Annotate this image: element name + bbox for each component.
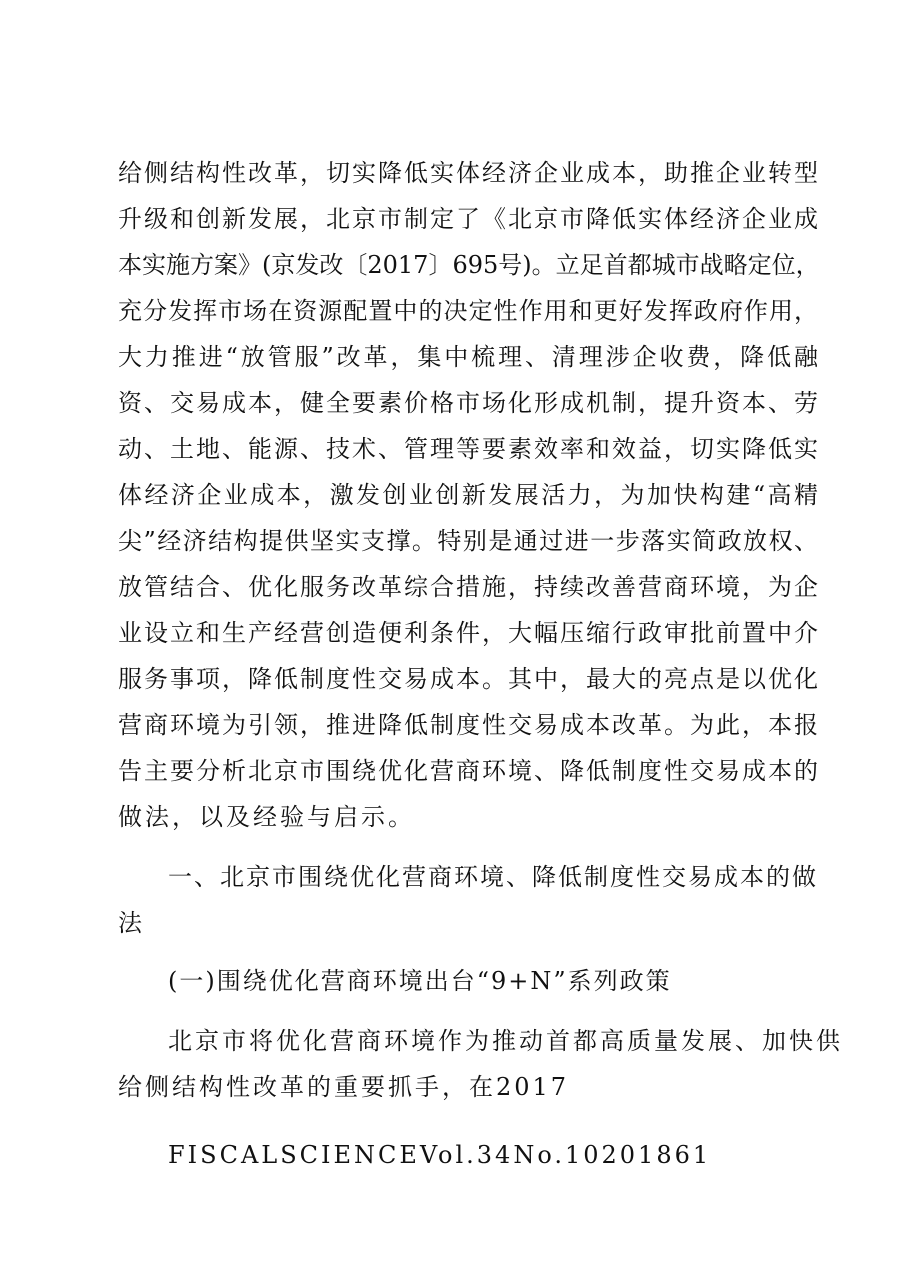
paragraph-line: 资、交易成本，健全要素价格市场化形成机制，提升资本、劳	[118, 389, 818, 417]
section-heading-2	[118, 958, 818, 1004]
paragraph-line: 大力推进“放管服”改革，集中梳理、清理涉企收费，降低融	[118, 343, 818, 371]
paragraph-line: 营商环境为引领，推进降低制度性交易成本改革。为此，本报	[118, 711, 818, 739]
document-body	[118, 150, 843, 1178]
section-heading-1	[118, 854, 818, 946]
paragraph-line: 放管结合、优化服务改革综合措施，持续改善营商环境，为企	[118, 573, 818, 601]
paragraph-line: 体经济企业成本，激发创业创新发展活力，为加快构建“高精	[118, 481, 818, 509]
paragraph-line: 本实施方案》(京发改〔2017〕695号)。立足首都城市战略定位，	[118, 251, 820, 279]
paragraph-line: 给侧结构性改革，切实降低实体经济企业成本，助推企业转型	[118, 159, 818, 187]
subheading-line: (一)围绕优化营商环境出台“9+N”系列政策	[168, 967, 672, 995]
paragraph-line: 业设立和生产经营创造便利条件，大幅压缩行政审批前置中介	[118, 619, 818, 647]
paragraph-line: 北京市将优化营商环境作为推动首都高质量发展、加快供	[168, 1027, 843, 1055]
paragraph-line: 充分发挥市场在资源配置中的决定性作用和更好发挥政府作用，	[118, 297, 818, 325]
heading-line: 法	[118, 909, 144, 937]
paragraph-1	[118, 150, 818, 840]
heading-line: 一、北京市围绕优化营商环境、降低制度性交易成本的做	[168, 863, 818, 891]
paragraph-2	[118, 1018, 843, 1110]
journal-footer	[118, 1132, 818, 1178]
paragraph-line: 升级和创新发展，北京市制定了《北京市降低实体经济企业成	[118, 205, 818, 233]
paragraph-line: 给侧结构性改革的重要抓手，在2017	[118, 1073, 570, 1101]
paragraph-line: 告主要分析北京市围绕优化营商环境、降低制度性交易成本的	[118, 757, 818, 785]
paragraph-line: 做法，以及经验与启示。	[118, 803, 415, 831]
footer-text: FISCALSCIENCEVol.34No.10201861	[168, 1141, 712, 1169]
paragraph-line: 服务事项，降低制度性交易成本。其中，最大的亮点是以优化	[118, 665, 818, 693]
paragraph-line: 动、土地、能源、技术、管理等要素效率和效益，切实降低实	[118, 435, 818, 463]
paragraph-line: 尖”经济结构提供坚实支撑。特别是通过进一步落实简政放权、	[118, 527, 818, 555]
